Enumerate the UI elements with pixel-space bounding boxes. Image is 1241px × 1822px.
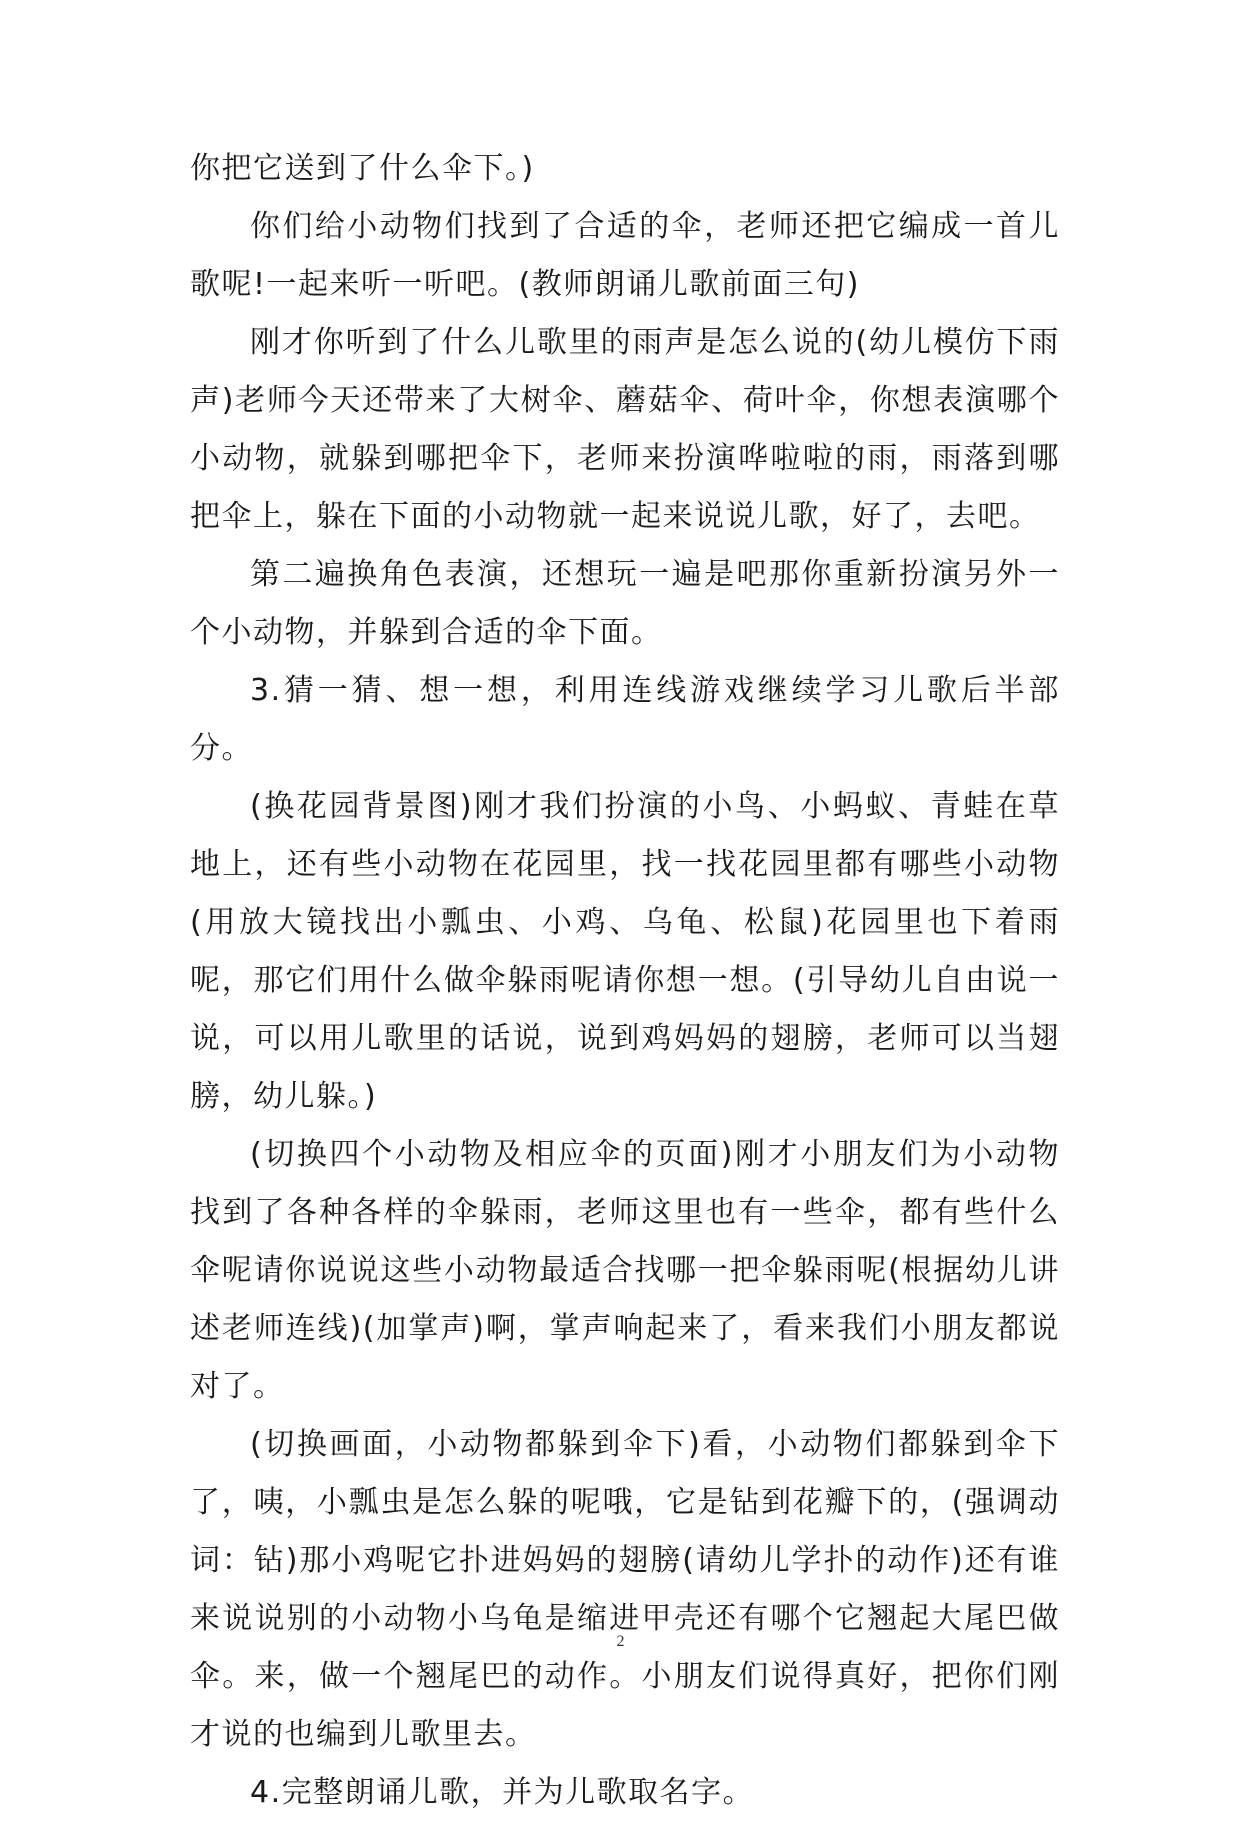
page-number: 2 [616, 1633, 625, 1650]
paragraph: 刚才你听到了什么儿歌里的雨声是怎么说的(幼儿模仿下雨声)老师今天还带来了大树伞、蘑菇伞、荷叶伞，你想表演哪个小动物，就躲到哪把伞下，老师来扮演哗啦啦的雨，雨落到哪把伞上，躲在下面的小动物就一起来说说儿歌，好了，去吧。 [190, 325, 1060, 534]
paragraph: (换花园背景图)刚才我们扮演的小鸟、小蚂蚁、青蛙在草地上，还有些小动物在花园里，找一找花园里都有哪些小动物(用放大镜找出小瓢虫、小鸡、乌龟、松鼠)花园里也下着雨呢，那它们用什么做伞躲雨呢请你想一想。(引导幼儿自由说一说，可以用儿歌里的话说，说到鸡妈妈的翅膀，老师可以当翅膀，幼儿躲。) [190, 789, 1060, 1114]
paragraph: (切换画面，小动物都躲到伞下)看，小动物们都躲到伞下了，咦，小瓢虫是怎么躲的呢哦，它是钻到花瓣下的，(强调动词：钻)那小鸡呢它扑进妈妈的翅膀(请幼儿学扑的动作)还有谁来说说别的小动物小乌龟是缩进甲壳还有哪个它翘起大尾巴做伞。来，做一个翘尾巴的动作。小朋友们说得真好，把你们刚才说的也编到儿歌里去。 [190, 1427, 1060, 1752]
step-heading: 3.猜一猜、想一想，利用连线游戏继续学习儿歌后半部分。 [190, 673, 1060, 766]
document-body [190, 140, 1060, 1822]
paragraph: 第二遍换角色表演，还想玩一遍是吧那你重新扮演另外一个小动物，并躲到合适的伞下面。 [190, 557, 1060, 650]
paragraph: 你们给小动物们找到了合适的伞，老师还把它编成一首儿歌呢!一起来听一听吧。(教师朗诵儿歌前面三句) [190, 209, 1060, 302]
step-heading: 4.完整朗诵儿歌，并为儿歌取名字。 [250, 1775, 755, 1810]
paragraph-continuation: 你把它送到了什么伞下。) [190, 151, 535, 186]
paragraph: (切换四个小动物及相应伞的页面)刚才小朋友们为小动物找到了各种各样的伞躲雨，老师这里也有一些伞，都有些什么伞呢请你说说这些小动物最适合找哪一把伞躲雨呢(根据幼儿讲述老师连线)(加掌声)啊，掌声响起来了，看来我们小朋友都说对了。 [190, 1137, 1060, 1404]
